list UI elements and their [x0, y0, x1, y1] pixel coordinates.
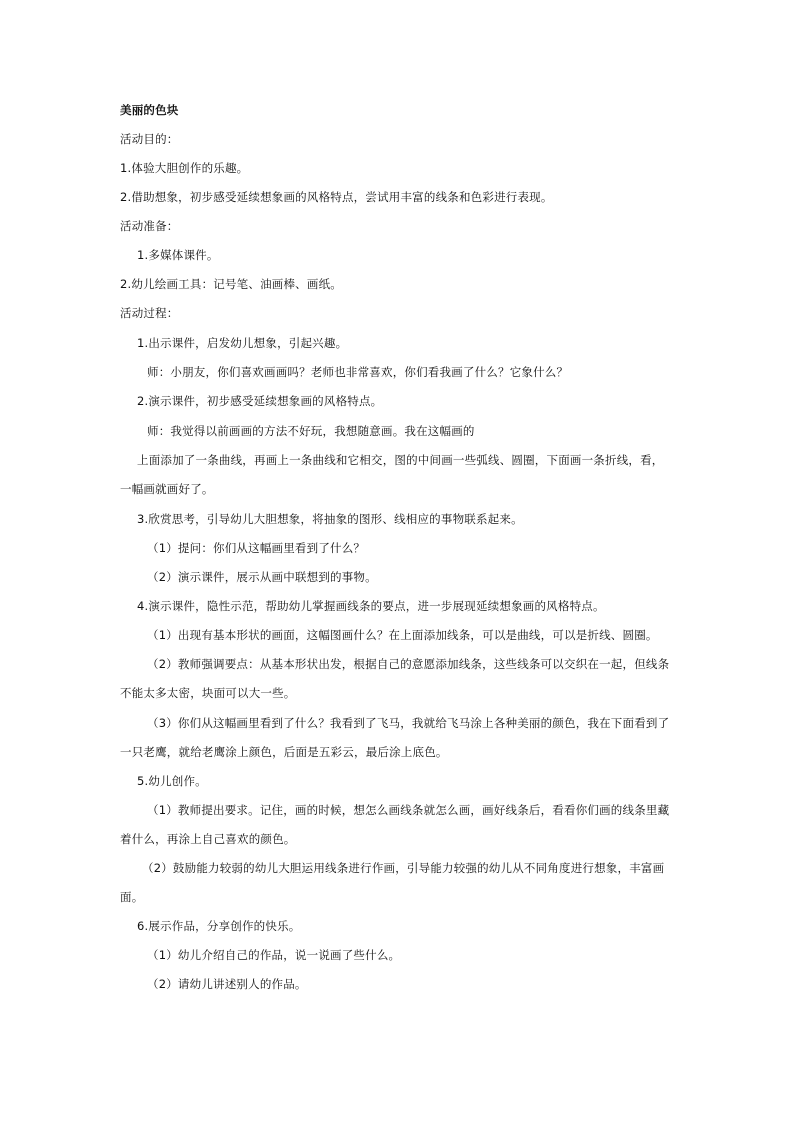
process-substep: （2）演示课件，展示从画中联想到的事物。 — [147, 570, 377, 584]
prep-heading: 活动准备： — [120, 219, 179, 233]
process-paragraph: 上面添加了一条曲线，再画上一条曲线和它相交，图的中间画一些弧线、圆圈，下面画一条折线，看， — [137, 453, 664, 467]
process-substep: （1）幼儿介绍自己的作品，说一说画了些什么。 — [147, 948, 401, 962]
process-substep: 着什么，再涂上自己喜欢的颜色。 — [120, 832, 296, 846]
prep-item: 1.多媒体课件。 — [137, 248, 219, 262]
process-substep: （2）请幼儿讲述别人的作品。 — [147, 977, 307, 991]
process-substep: （1）出现有基本形状的画面，这幅图画什么？在上面添加线条，可以是曲线，可以是折线、圆圈。 — [147, 628, 658, 642]
goal-item: 2.借助想象，初步感受延续想象画的风格特点，尝试用丰富的线条和色彩进行表现。 — [120, 190, 553, 204]
prep-item: 2.幼儿绘画工具：记号笔、油画棒、画纸。 — [120, 277, 342, 291]
process-substep: 一只老鹰，就给老鹰涂上颜色，后面是五彩云，最后涂上底色。 — [120, 745, 448, 759]
process-step: 5.幼儿创作。 — [137, 774, 207, 788]
process-step: 1.出示课件，启发幼儿想象，引起兴趣。 — [137, 336, 348, 350]
process-substep: 不能太多太密，块面可以大一些。 — [120, 686, 296, 700]
process-paragraph: 师：我觉得以前画画的方法不好玩，我想随意画。我在这幅画的 — [147, 424, 475, 438]
process-substep: （1）教师提出要求。记住，画的时候，想怎么画线条就怎么画，画好线条后，看看你们画的线条里藏 — [147, 803, 670, 817]
process-substep: （1）提问：你们从这幅画里看到了什么？ — [147, 541, 366, 555]
process-heading: 活动过程： — [120, 306, 179, 320]
process-substep: （3）你们从这幅画里看到了什么？我看到了飞马，我就给飞马涂上各种美丽的颜色，我在下面看到了 — [147, 716, 670, 730]
process-step: 2.演示课件，初步感受延续想象画的风格特点。 — [137, 394, 383, 408]
goal-item: 1.体验大胆创作的乐趣。 — [120, 161, 249, 175]
process-step: 4.演示课件，隐性示范，帮助幼儿掌握画线条的要点，进一步展现延续想象画的风格特点。 — [137, 599, 605, 613]
process-step: 6.展示作品，分享创作的快乐。 — [137, 919, 301, 933]
process-substep: （2）鼓励能力较弱的幼儿大胆运用线条进行作画，引导能力较强的幼儿从不同角度进行想象，丰富画 — [142, 861, 665, 875]
process-paragraph: 一幅画就画好了。 — [120, 482, 214, 496]
goals-heading: 活动目的： — [120, 132, 179, 146]
process-step: 3.欣赏思考，引导幼儿大胆想象，将抽象的图形、线相应的事物联系起来。 — [137, 512, 523, 526]
process-substep: （2）教师强调要点：从基本形状出发，根据自己的意愿添加线条，这些线条可以交织在一起，但线条 — [147, 657, 670, 671]
document-title: 美丽的色块 — [120, 103, 179, 117]
process-paragraph: 师：小朋友，你们喜欢画画吗？老师也非常喜欢，你们看我画了什么？它象什么？ — [147, 365, 569, 379]
process-substep: 面。 — [120, 890, 144, 904]
